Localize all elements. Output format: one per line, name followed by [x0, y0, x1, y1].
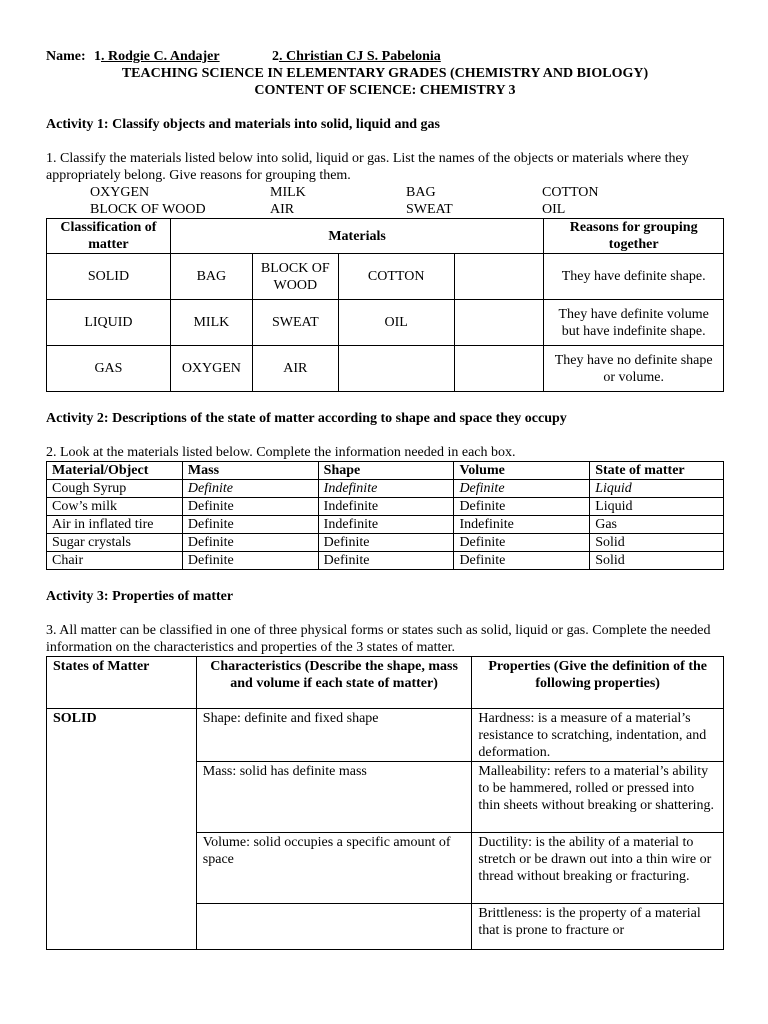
worksheet-page [46, 48, 724, 950]
table-cell: They have no definite shape or volume. [544, 346, 724, 392]
table-row [47, 480, 724, 498]
table-cell: Liquid [590, 480, 724, 498]
table-cell: Indefinite [454, 516, 590, 534]
table-cell: Ductility: is the ability of a material to stretch or be drawn out into a thin wire or thread without breaking or fracturing. [472, 833, 724, 904]
table-cell: Indefinite [318, 498, 454, 516]
table-cell: Cough Syrup [47, 480, 183, 498]
table-cell: AIR [252, 346, 338, 392]
table-cell: Mass: solid has definite mass [196, 762, 472, 833]
table-cell: Indefinite [318, 480, 454, 498]
table-cell: BAG [170, 254, 252, 300]
table-cell: GAS [47, 346, 171, 392]
column-header: Mass [182, 462, 318, 480]
column-header: States of Matter [47, 657, 197, 709]
table-cell: Definite [182, 480, 318, 498]
table-cell: Shape: definite and fixed shape [196, 709, 472, 762]
activity-2-instruction: 2. Look at the materials listed below. Complete the information needed in each box. [46, 445, 516, 460]
column-header: Reasons for grouping together [544, 219, 724, 254]
table-cell: Malleability: refers to a material’s ability to be hammered, rolled or pressed into thin sheets without breaking or shattering. [472, 762, 724, 833]
activity-1-instruction: 1. Classify the materials listed below into solid, liquid or gas. List the names of the objects or materials where they appropriately belong. Give reasons for grouping them. [46, 151, 689, 183]
table-cell: SOLID [47, 254, 171, 300]
column-header: Classification of matter [47, 219, 171, 254]
materials-list [46, 184, 724, 218]
activity-3-instruction: 3. All matter can be classified in one of three physical forms or states such as solid, liquid or gas. Complete the needed information on the characteristics and properties of the 3 states of matter. [46, 623, 711, 655]
activity-2-title: Activity 2: Descriptions of the state of matter according to shape and space they occupy [46, 411, 567, 426]
table-cell: Air in inflated tire [47, 516, 183, 534]
table-cell: Definite [454, 534, 590, 552]
table-cell: OIL [338, 300, 454, 346]
table-header-row [47, 219, 724, 254]
student-name-1: 1. Rodgie C. Andajer [94, 49, 220, 64]
table-row [47, 534, 724, 552]
table-cell: Indefinite [318, 516, 454, 534]
material-item: MILK [270, 185, 306, 200]
column-header: State of matter [590, 462, 724, 480]
column-header: Material/Object [47, 462, 183, 480]
classification-table [46, 218, 724, 392]
table-row [47, 498, 724, 516]
table-cell: Definite [454, 498, 590, 516]
material-item: OXYGEN [90, 185, 150, 200]
table-row [47, 346, 724, 392]
material-item: SWEAT [406, 202, 453, 217]
table-row [47, 516, 724, 534]
table-cell: Definite [318, 534, 454, 552]
column-header: Properties (Give the definition of the following properties) [472, 657, 724, 709]
table-cell [454, 346, 544, 392]
table-cell: BLOCK OF WOOD [252, 254, 338, 300]
table-cell: OXYGEN [170, 346, 252, 392]
table-cell: SWEAT [252, 300, 338, 346]
material-item: BLOCK OF WOOD [90, 202, 206, 217]
state-description-table [46, 461, 724, 570]
table-header-row [47, 462, 724, 480]
material-item: COTTON [542, 185, 599, 200]
table-cell [196, 904, 472, 950]
name-label: Name: [46, 49, 86, 64]
table-cell [338, 346, 454, 392]
table-cell: Definite [182, 534, 318, 552]
table-cell: They have definite shape. [544, 254, 724, 300]
page-title: TEACHING SCIENCE IN ELEMENTARY GRADES (CHEMISTRY AND BIOLOGY) [121, 66, 649, 81]
table-row [47, 552, 724, 570]
material-item: OIL [542, 202, 566, 217]
table-cell: Solid [590, 552, 724, 570]
table-cell: Definite [454, 552, 590, 570]
properties-table [46, 656, 724, 950]
column-header: Materials [170, 219, 543, 254]
table-cell: They have definite volume but have indefinite shape. [544, 300, 724, 346]
table-cell: Definite [182, 552, 318, 570]
page-subtitle: CONTENT OF SCIENCE: CHEMISTRY 3 [254, 83, 516, 98]
student-name-2: 2. Christian CJ S. Pabelonia [272, 49, 441, 64]
table-cell: Cow’s milk [47, 498, 183, 516]
table-cell [454, 254, 544, 300]
table-cell: COTTON [338, 254, 454, 300]
column-header: Shape [318, 462, 454, 480]
table-cell: Solid [590, 534, 724, 552]
activity-3-title: Activity 3: Properties of matter [46, 589, 234, 604]
column-header: Volume [454, 462, 590, 480]
table-cell: Definite [182, 498, 318, 516]
table-row [47, 300, 724, 346]
table-cell: Liquid [590, 498, 724, 516]
table-cell: LIQUID [47, 300, 171, 346]
table-cell: Hardness: is a measure of a material’s resistance to scratching, indentation, and deformation. [472, 709, 724, 762]
column-header: Characteristics (Describe the shape, mass and volume if each state of matter) [196, 657, 472, 709]
table-cell: Definite [182, 516, 318, 534]
table-cell [454, 300, 544, 346]
material-item: BAG [406, 185, 436, 200]
table-row [47, 254, 724, 300]
table-cell: Gas [590, 516, 724, 534]
table-cell: Volume: solid occupies a specific amount of space [196, 833, 472, 904]
table-cell: Definite [318, 552, 454, 570]
table-cell: Definite [454, 480, 590, 498]
state-cell: SOLID [47, 709, 197, 950]
table-row [47, 709, 724, 762]
name-line [46, 48, 724, 65]
material-item: AIR [270, 202, 295, 217]
table-cell: Sugar crystals [47, 534, 183, 552]
table-header-row [47, 657, 724, 709]
table-cell: Brittleness: is the property of a material that is prone to fracture or [472, 904, 724, 950]
activity-1-title: Activity 1: Classify objects and materials into solid, liquid and gas [46, 117, 440, 132]
table-cell: Chair [47, 552, 183, 570]
table-cell: MILK [170, 300, 252, 346]
